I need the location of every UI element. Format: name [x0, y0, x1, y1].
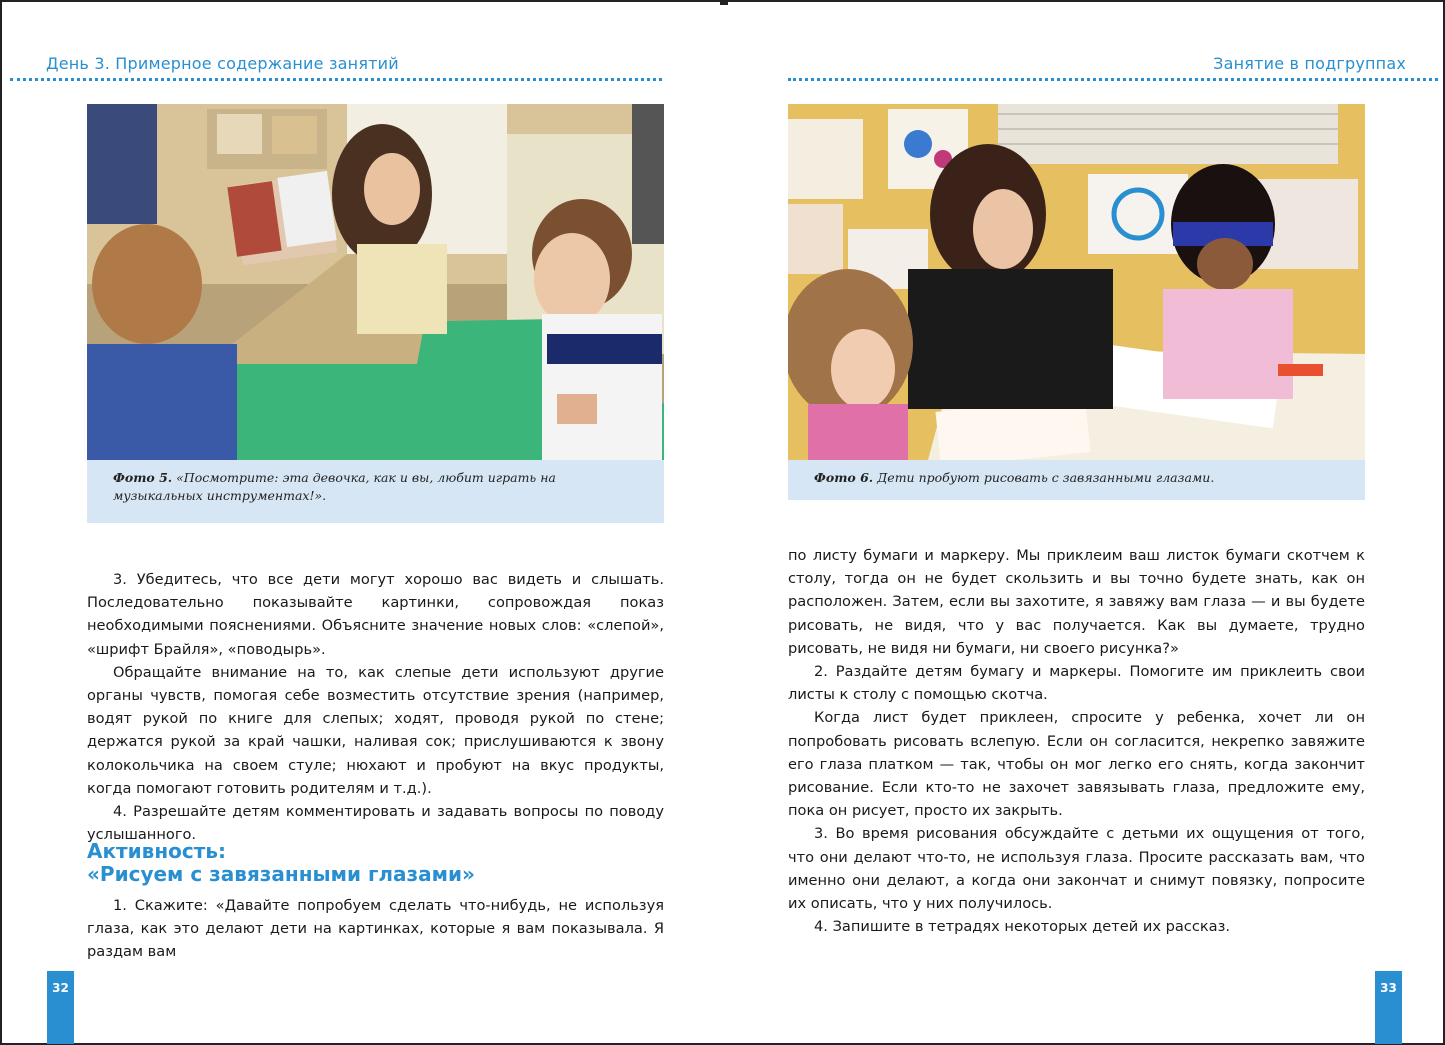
photo-6-caption-text: Дети пробуют рисовать с завязанными глазами.	[873, 470, 1215, 485]
right-dotted-rule	[788, 78, 1438, 81]
activity-paragraph: 1. Скажите: «Давайте попробуем сделать что-нибудь, не используя глаза, как это делают дети на картинках, которые я вам показывала. Я раздам вам	[87, 897, 664, 961]
photo-5-teacher-showing-book	[87, 104, 664, 460]
activity-body-text	[87, 894, 664, 964]
left-paragraph: 3. Убедитесь, что все дети могут хорошо вас видеть и слышать. Последовательно показывайте картинки, сопровождая показ необходимыми пояснениями. Объясните значение новых слов: «слепой», «шрифт Брайля», «поводырь».	[87, 571, 664, 658]
photo-5-caption	[87, 460, 664, 523]
right-page-number: 33	[1375, 971, 1402, 1044]
left-page	[2, 2, 724, 1045]
right-page	[724, 2, 1445, 1045]
activity-heading-line1: Активность:	[87, 839, 226, 863]
activity-heading-line2: «Рисуем с завязанными глазами»	[87, 862, 475, 886]
activity-heading	[87, 840, 475, 886]
photo-5-block	[87, 104, 664, 523]
photo-6-caption	[788, 460, 1365, 500]
photo-6-blindfolded-drawing	[788, 104, 1365, 460]
left-running-head: День 3. Примерное содержание занятий	[46, 54, 399, 73]
right-body-text	[788, 544, 1365, 938]
right-paragraph-continued: по листу бумаги и маркеру. Мы приклеим ваш листок бумаги скотчем к столу, тогда он не будет скользить и вы точно будете знать, как он расположен. Затем, если вы захотите, я завяжу вам глаза — и вы будете рисовать, не видя, что у вас получается. Как вы думаете, трудно рисовать, не видя ни бумаги, ни своего рисунка?»	[788, 547, 1365, 657]
right-paragraph: 4. Запишите в тетрадях некоторых детей их рассказ.	[814, 918, 1231, 936]
photo-6-caption-label: Фото 6.	[814, 470, 874, 485]
left-paragraph: 4. Разрешайте детям комментировать и задавать вопросы по поводу услышанного.	[87, 803, 664, 844]
right-paragraph: 3. Во время рисования обсуждайте с детьми их ощущения от того, что они делают что-то, не используя глаза. Просите рассказать вам, что именно они делают, а когда они закончат и снимут повязку, попросите их описать, что у них получилось.	[788, 825, 1365, 913]
right-paragraph: 2. Раздайте детям бумагу и маркеры. Помогите им приклеить свои листы к столу с помощью скотча.	[788, 663, 1365, 704]
left-paragraph: Обращайте внимание на то, как слепые дети используют другие органы чувств, помогая себе возместить отсутствие зрения (например, водят рукой по книге для слепых; ходят, проводя рукой по стене; держатся рукой за край чашки, наливая сок; прислушиваются к звону колокольчика на своем стуле; нюхают и пробуют на вкус продукты, когда помогают готовить родителям и т.д.).	[87, 663, 664, 797]
right-running-head: Занятие в подгруппах	[1213, 54, 1406, 73]
left-dotted-rule	[10, 78, 662, 81]
photo-5-caption-label: Фото 5.	[113, 470, 173, 485]
left-page-number: 32	[47, 971, 74, 1044]
photo-5-caption-text: «Посмотрите: эта девочка, как и вы, любит играть на музыкальных инструментах!».	[113, 470, 556, 503]
photo-6-block	[788, 104, 1365, 500]
right-paragraph: Когда лист будет приклеен, спросите у ребенка, хочет ли он попробовать рисовать вслепую. Если он согласится, некрепко завяжите его глаза платком — так, чтобы он мог легко его снять, когда закончит рисование. Если кто-то не захочет завязывать глаза, предложите ему, пока он рисует, просто их закрыть.	[788, 709, 1365, 820]
left-body-text	[87, 568, 664, 846]
